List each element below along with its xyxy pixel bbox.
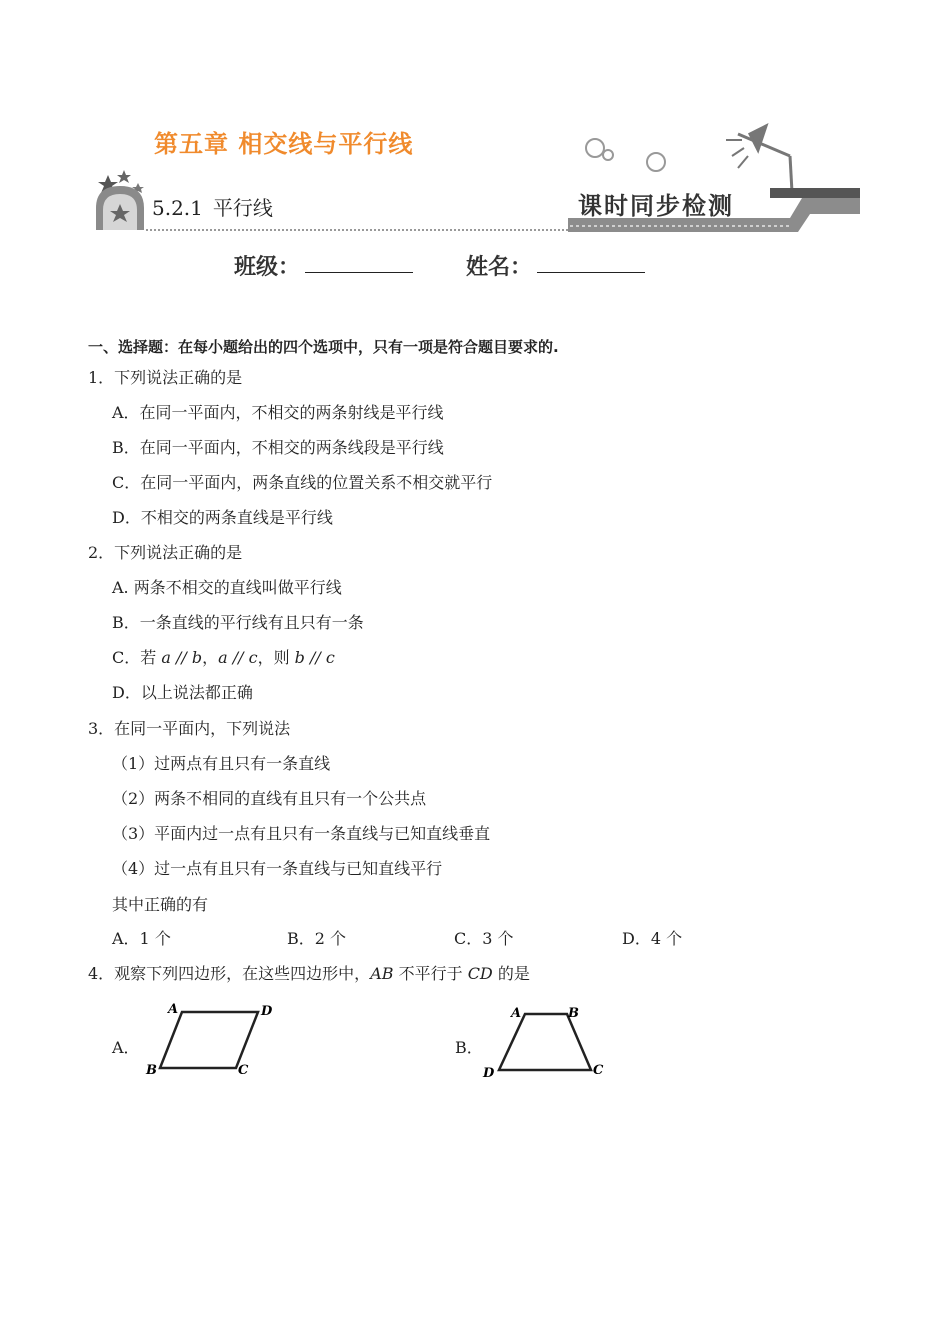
brand-title: 课时同步检测 xyxy=(578,191,734,220)
vertex-label-d: D xyxy=(261,1004,273,1019)
name-field[interactable] xyxy=(537,248,645,273)
class-field[interactable] xyxy=(305,248,413,273)
question-2-option-c[interactable] xyxy=(112,648,335,668)
question-3-option-a[interactable]: A．1 个 xyxy=(112,929,171,948)
question-1-option-a[interactable]: A．在同一平面内，不相交的两条射线是平行线 xyxy=(112,403,444,422)
math-var: a xyxy=(161,648,171,667)
question-1-stem: 1．下列说法正确的是 xyxy=(88,368,243,387)
name-label: 姓名： xyxy=(466,254,533,280)
badge-icon xyxy=(96,186,144,230)
parallelogram-shape xyxy=(160,1012,258,1068)
question-4-stem xyxy=(88,964,530,984)
vertex-label-b: B xyxy=(568,1006,579,1021)
math-var: c xyxy=(248,648,258,667)
separator: ， xyxy=(202,648,219,667)
vertex-label-c: C xyxy=(238,1063,249,1078)
vertex-label-a: A xyxy=(168,1002,179,1017)
question-3-prompt: 其中正确的有 xyxy=(112,895,209,914)
question-3-statement-3: （3）平面内过一点有且只有一条直线与已知直线垂直 xyxy=(112,824,491,843)
math-var: a xyxy=(218,648,228,667)
question-3-option-d[interactable]: D．4 个 xyxy=(622,929,683,948)
question-1-option-d[interactable]: D．不相交的两条直线是平行线 xyxy=(112,508,333,527)
question-2-stem: 2．下列说法正确的是 xyxy=(88,543,243,562)
chapter-title: 第五章 相交线与平行线 xyxy=(154,130,414,158)
math-var: c xyxy=(325,648,335,667)
question-2-option-b[interactable]: B．一条直线的平行线有且只有一条 xyxy=(112,613,364,632)
bubble-icon xyxy=(647,153,665,171)
question-3-stem: 3．在同一平面内，下列说法 xyxy=(88,719,291,738)
math-var: b xyxy=(294,648,305,667)
section-name: 平行线 xyxy=(212,196,273,220)
stem-mid: 不平行于 xyxy=(393,964,468,983)
question-4-figure-b[interactable] xyxy=(478,1000,613,1082)
question-2-option-d[interactable]: D．以上说法都正确 xyxy=(112,683,253,702)
stem-prefix: 4．观察下列四边形，在这些四边形中， xyxy=(88,964,371,983)
question-3-statement-1: （1）过两点有且只有一条直线 xyxy=(112,754,331,773)
question-1-option-c[interactable]: C．在同一平面内，两条直线的位置关系不相交就平行 xyxy=(112,473,493,492)
question-3-option-c[interactable]: C．3 个 xyxy=(454,929,514,948)
section-title xyxy=(152,192,273,221)
vertex-label-c: C xyxy=(593,1063,604,1078)
math-var: b xyxy=(191,648,203,667)
bubble-icon xyxy=(586,139,604,157)
stem-suffix: 的是 xyxy=(492,964,530,983)
vertex-label-d: D xyxy=(483,1066,495,1081)
question-2-option-a[interactable]: A. 两条不相交的直线叫做平行线 xyxy=(112,578,342,597)
question-1-option-b[interactable]: B．在同一平面内，不相交的两条线段是平行线 xyxy=(112,438,444,457)
question-4-option-b-label[interactable]: B． xyxy=(455,1038,483,1057)
lamp-icon xyxy=(726,126,792,192)
segment-ab: AB xyxy=(370,964,394,983)
segment-cd: CD xyxy=(467,964,493,983)
option-c-prefix: C．若 xyxy=(112,648,162,667)
question-3-statement-2: （2）两条不相同的直线有且只有一个公共点 xyxy=(112,789,427,808)
star-icon xyxy=(117,170,131,183)
question-3-option-b[interactable]: B．2 个 xyxy=(287,929,347,948)
vertex-label-a: A xyxy=(511,1006,522,1021)
section-instructions: 一、选择题：在每小题给出的四个选项中，只有一项是符合题目要求的. xyxy=(88,338,559,356)
question-3-statement-4: （4）过一点有且只有一条直线与已知直线平行 xyxy=(112,859,443,878)
section-number: 5.2.1 xyxy=(152,196,203,220)
question-4-option-a-label[interactable]: A． xyxy=(112,1038,140,1057)
class-label: 班级： xyxy=(234,254,301,280)
bubble-icon xyxy=(603,150,613,160)
parallel-symbol: // xyxy=(227,648,249,667)
parallel-symbol: // xyxy=(304,648,326,667)
trapezoid-shape xyxy=(499,1014,591,1070)
separator: ，则 xyxy=(257,648,295,667)
parallel-symbol: // xyxy=(170,648,192,667)
vertex-label-b: B xyxy=(146,1063,157,1078)
question-4-figure-a[interactable] xyxy=(140,998,285,1080)
